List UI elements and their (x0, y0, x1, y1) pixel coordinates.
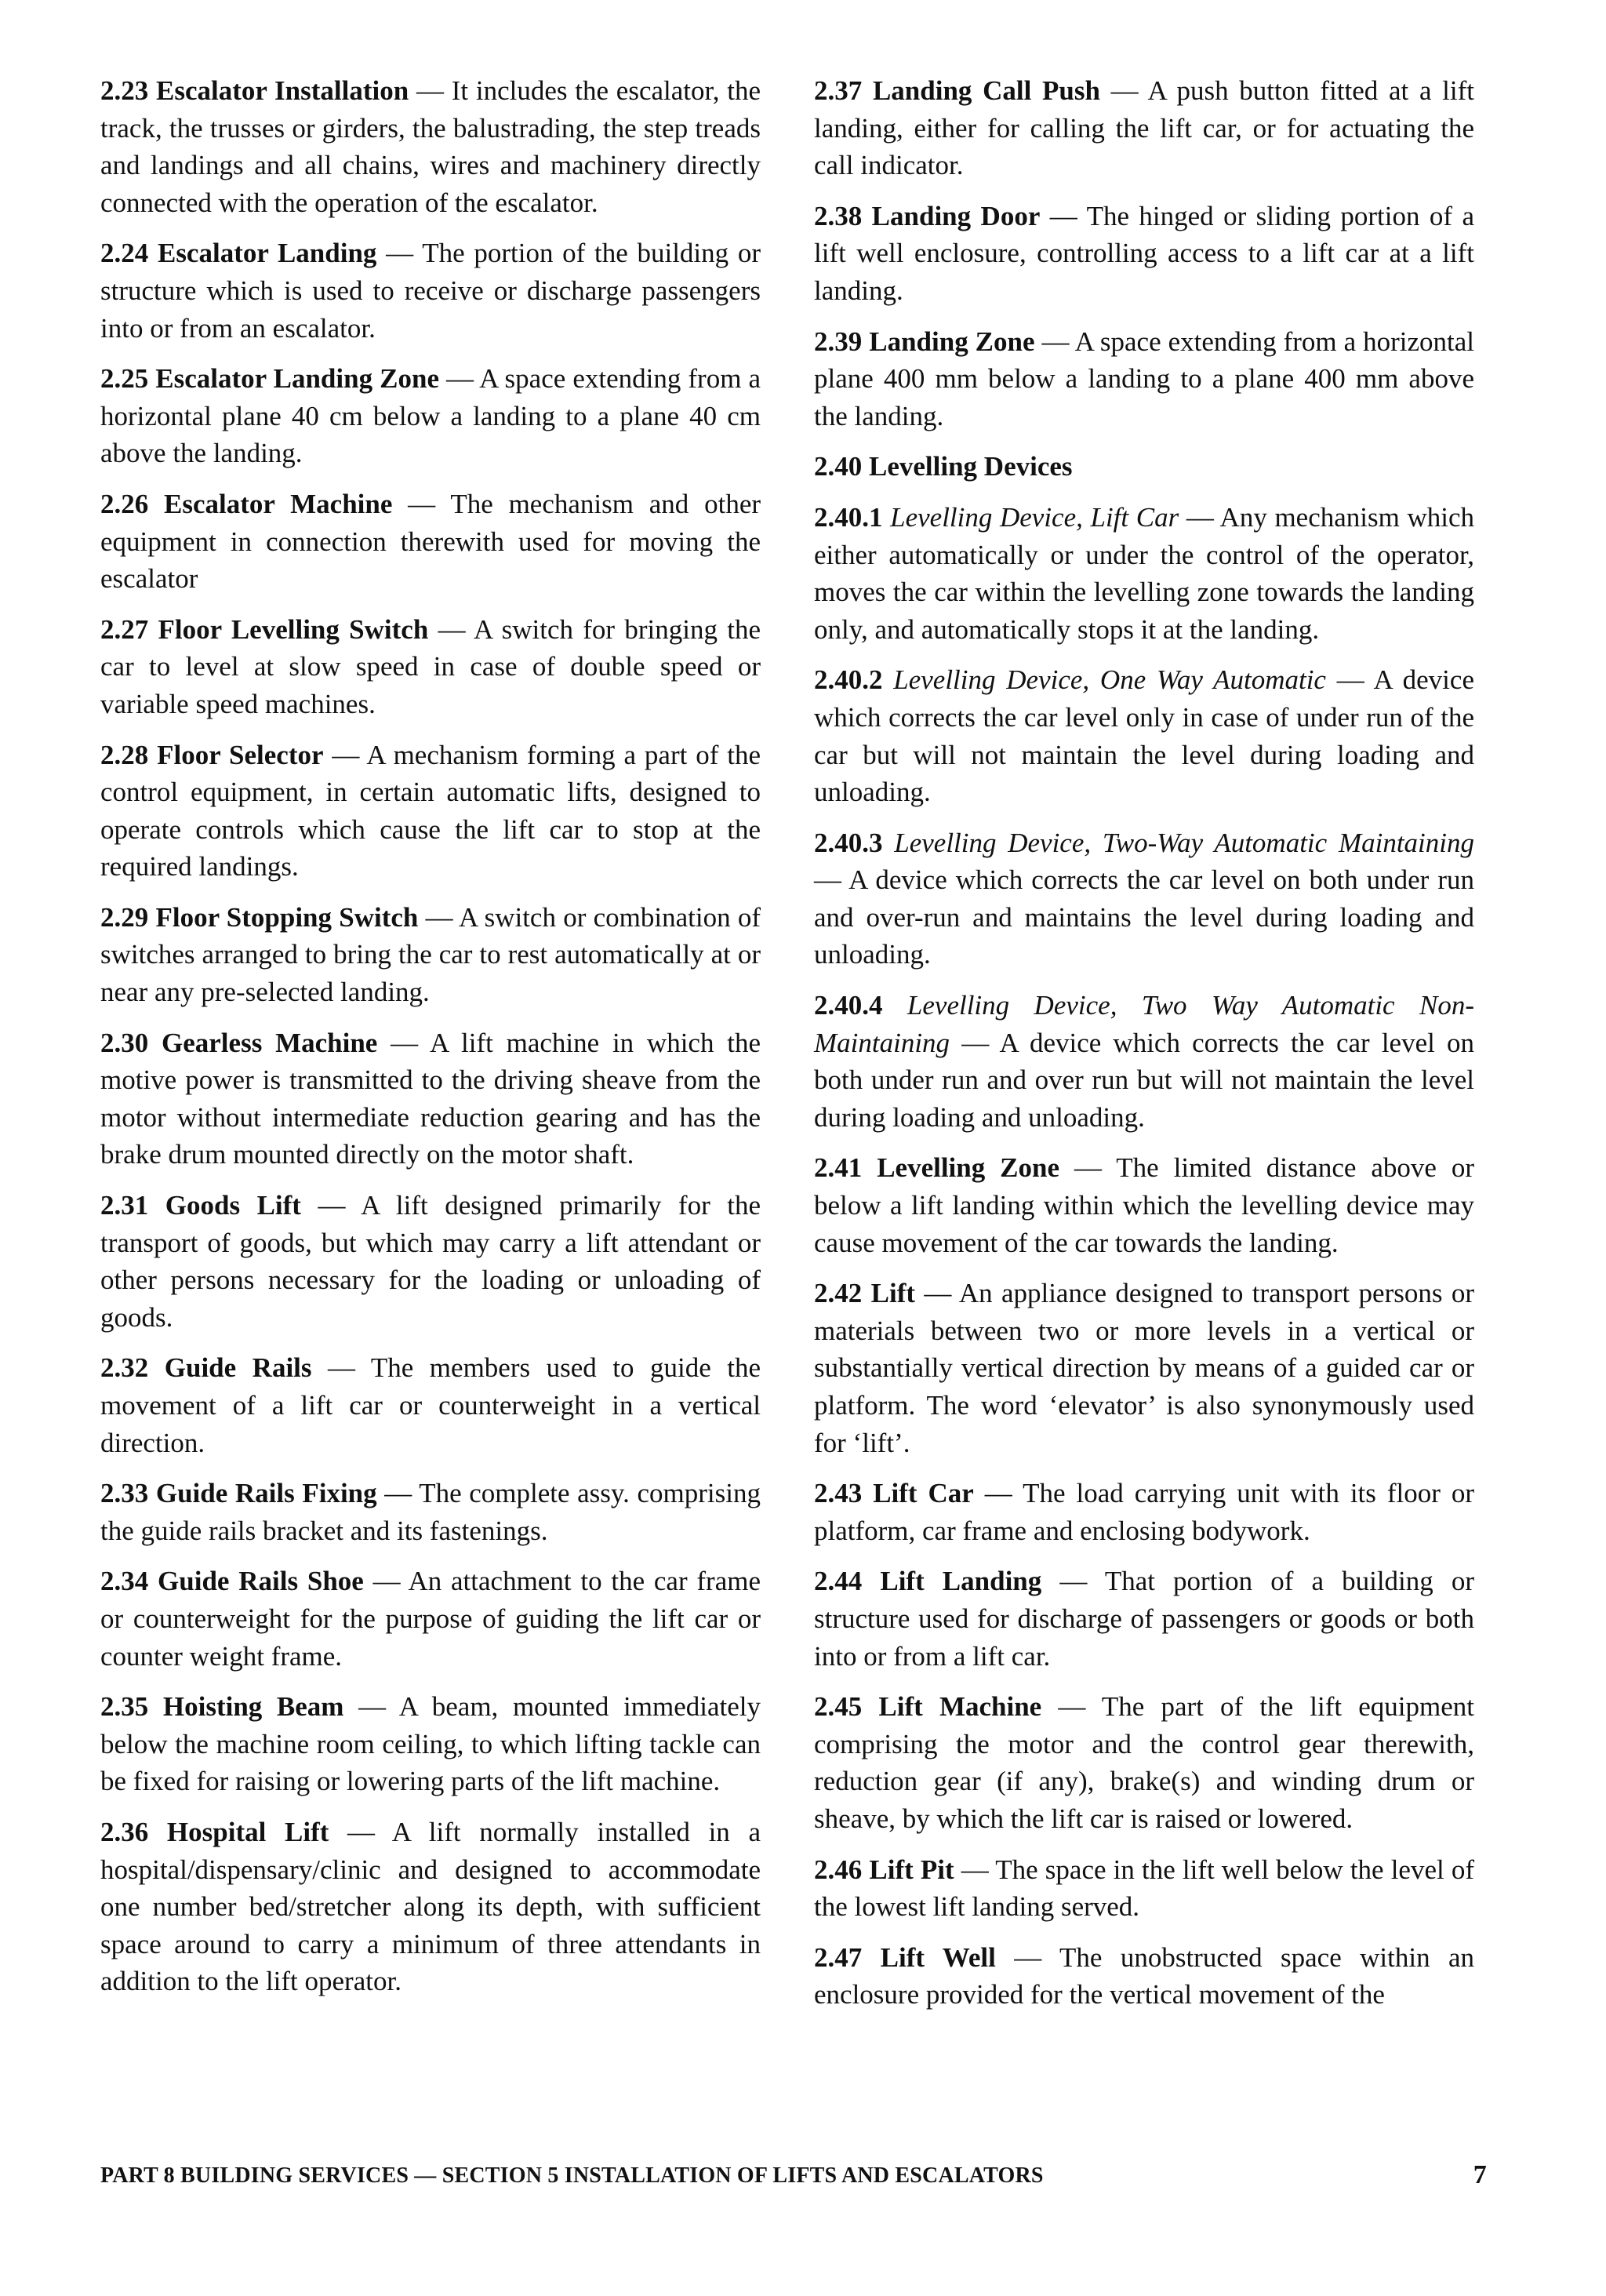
definition-entry: 2.32 Guide Rails — The members used to guide the movement of a lift car or counterweight in a vertical direction. (100, 1352, 761, 1458)
definition-entry: 2.43 Lift Car — The load carrying unit with its floor or platform, car frame and enclosing bodywork. (814, 1478, 1474, 1546)
definition-entry: 2.45 Lift Machine — The part of the lift equipment comprising the motor and the control gear therewith, reduction gear (if any), brake(s) and winding drum or sheave, by which the lift car is raised or lowered. (814, 1691, 1475, 1834)
definition-number: 2.35 (100, 1691, 149, 1723)
definition-number: 2.24 (100, 238, 149, 269)
definition-text: The mechanism and other equipment in connection therewith used for moving the escalator (100, 488, 761, 595)
definition-entry: 2.24 Escalator Landing — The portion of the building or structure which is used to receive or discharge passengers into or from an escalator. (100, 238, 761, 344)
definition-term: Lift Well (880, 1941, 996, 1973)
definition-number: 2.42 (814, 1278, 863, 1309)
definition-number: 2.36 (100, 1816, 149, 1847)
definition-term: Levelling Device, Two Way Automatic Non-Maintaining (814, 990, 1474, 1058)
definition-text: The complete assy. comprising the guide rails bracket and its fastenings. (100, 1478, 761, 1546)
definition-entry: 2.35 Hoisting Beam — A beam, mounted immediately below the machine room ceiling, to which lifting tackle can be fixed for raising or lowering parts of the lift machine. (100, 1691, 761, 1797)
heading-number: 2.40 (814, 451, 863, 482)
definition-text: A beam, mounted immediately below the machine room ceiling, to which lifting tackle can be fixed for raising or lowering parts of the lift machine. (100, 1691, 761, 1797)
definition-text: The unobstructed space within an enclosure provided for the vertical movement of the (814, 1941, 1475, 2010)
definition-text: A device which corrects the car level on both under run and over run but will not maintain the level during loading and unloading. (814, 1027, 1475, 1133)
definition-term: Lift Car (873, 1478, 974, 1509)
definition-text: The part of the lift equipment comprising the motor and the control gear therewith, reduction gear (if any), brake(s) and winding drum or sheave, by which the lift car is raised or lowered. (814, 1691, 1475, 1834)
definition-text: A lift normally installed in a hospital/dispensary/clinic and designed to accommodate one number bed/stretcher along its depth, with sufficient space around to carry a minimum of three attendants in addition to the lift operator. (100, 1816, 761, 1997)
definition-number: 2.34 (100, 1566, 149, 1597)
definition-text: An attachment to the car frame or counterweight for the purpose of guiding the lift car or counter weight frame. (100, 1566, 761, 1672)
definition-number: 2.31 (100, 1190, 149, 1221)
definition-text: The space in the lift well below the level of the lowest lift landing served. (814, 1854, 1474, 1923)
definition-text: The limited distance above or below a lift landing within which the levelling device may cause movement of the car towards the landing. (814, 1152, 1474, 1258)
definition-term: Lift Landing (880, 1566, 1042, 1597)
definition-entry: 2.31 Goods Lift — A lift designed primarily for the transport of goods, but which may carry a lift attendant or other persons necessary for the loading or unloading of goods. (100, 1190, 761, 1333)
definition-number: 2.40.1 (814, 501, 883, 533)
definition-number: 2.39 (814, 326, 863, 357)
definition-text: The portion of the building or structure which is used to receive or discharge passengers into or from an escalator. (100, 238, 761, 344)
page-footer (100, 2160, 1487, 2195)
definition-term: Gearless Machine (162, 1027, 378, 1058)
definition-term: Levelling Device, One Way Automatic (893, 664, 1326, 696)
definition-term: Guide Rails Fixing (155, 1478, 377, 1509)
definition-number: 2.40.2 (814, 664, 883, 696)
definition-entry: 2.26 Escalator Machine — The mechanism and other equipment in connection therewith used for moving the escalator (100, 488, 761, 595)
definition-entry: 2.33 Guide Rails Fixing — The complete assy. comprising the guide rails bracket and its fastenings. (100, 1478, 761, 1546)
definition-number: 2.47 (814, 1941, 863, 1973)
definition-text: A device which corrects the car level on both under run and over-run and maintains the level during loading and unloading. (814, 864, 1474, 970)
definition-number: 2.30 (100, 1027, 149, 1058)
definition-number: 2.23 (100, 75, 149, 106)
definition-text: A space extending from a horizontal plane 400 mm below a landing to a plane 400 mm above the landing. (814, 326, 1475, 431)
definition-number: 2.46 (814, 1854, 863, 1885)
definition-text: Any mechanism which either automatically or under the control of the operator, moves the car within the levelling zone towards the landing only, and automatically stops it at the landing. (814, 501, 1474, 645)
definition-entry: 2.29 Floor Stopping Switch — A switch or combination of switches arranged to bring the car to rest automatically at or near any pre-selected landing. (100, 901, 761, 1008)
definition-text: A lift designed primarily for the transport of goods, but which may carry a lift attendant or other persons necessary for the loading or unloading of goods. (100, 1190, 761, 1333)
definitions-group-lift (814, 1149, 1474, 2013)
definition-term: Escalator Landing Zone (155, 363, 439, 395)
definition-number: 2.32 (100, 1352, 149, 1384)
definition-number: 2.27 (100, 613, 149, 645)
definition-number: 2.45 (814, 1691, 863, 1723)
definition-number: 2.44 (814, 1566, 863, 1597)
definition-entry: 2.28 Floor Selector — A mechanism forming a part of the control equipment, in certain automatic lifts, designed to operate controls which cause the lift car to stop at the required landings. (100, 739, 761, 882)
definition-text: That portion of a building or structure used for discharge of passengers or goods or both into or from a lift car. (814, 1566, 1475, 1672)
definition-entry: 2.40.1 Levelling Device, Lift Car — Any mechanism which either automatically or under the control of the operator, moves the car within the levelling zone towards the landing only, and automatically stops it at the landing. (814, 501, 1474, 645)
definition-term: Guide Rails Shoe (158, 1566, 364, 1597)
footer-title: PART 8 BUILDING SERVICES — SECTION 5 INSTALLATION OF LIFTS AND ESCALATORS (100, 2163, 1044, 2188)
definition-text: The hinged or sliding portion of a lift well enclosure, controlling access to a lift car at a lift landing. (814, 200, 1474, 306)
definition-number: 2.38 (814, 200, 863, 231)
definition-number: 2.28 (100, 739, 149, 770)
definition-term: Escalator Machine (164, 488, 393, 519)
definition-text: A switch or combination of switches arranged to bring the car to rest automatically at or near any pre-selected landing. (100, 901, 761, 1008)
definition-term: Lift (870, 1278, 916, 1309)
definition-text: The members used to guide the movement of a lift car or counterweight in a vertical direction. (100, 1352, 761, 1458)
definition-term: Floor Levelling Switch (158, 613, 429, 645)
definition-term: Hoisting Beam (162, 1691, 344, 1723)
definition-term: Landing Door (871, 200, 1041, 231)
definition-entry: 2.37 Landing Call Push — A push button fitted at a lift landing, either for calling the lift car, or for actuating the call indicator. (814, 75, 1475, 181)
definition-entry: 2.27 Floor Levelling Switch — A switch for bringing the car to level at slow speed in case of double speed or variable speed machines. (100, 613, 761, 719)
definition-entry: 2.44 Lift Landing — That portion of a building or structure used for discharge of passengers or goods or both into or from a lift car. (814, 1566, 1475, 1672)
definition-text: A lift machine in which the motive power is transmitted to the driving sheave from the motor without intermediate reduction gearing and has the brake drum mounted directly on the motor shaft. (100, 1027, 761, 1170)
definition-entry: 2.40.4 Levelling Device, Two Way Automatic Non-Maintaining — A device which corrects the car level on both under run and over run but will not maintain the level during loading and unloading. (814, 990, 1475, 1133)
definition-entry: 2.40.3 Levelling Device, Two-Way Automatic Maintaining — A device which corrects the car level on both under run and over-run and maintains the level during loading and unloading. (814, 827, 1474, 970)
heading-title: Levelling Devices (869, 451, 1073, 482)
definition-text: A device which corrects the car level only in case of under run of the car but will not maintain the level during loading and unloading. (814, 664, 1474, 808)
definition-term: Guide Rails (164, 1352, 312, 1384)
definition-number: 2.41 (814, 1152, 863, 1184)
page-number: 7 (1473, 2160, 1487, 2189)
definition-text: It includes the escalator, the track, the trusses or girders, the balustrading, the step treads and landings and all chains, wires and machinery directly connected with the operation of the escalator. (100, 75, 761, 218)
definition-term: Lift Pit (869, 1854, 954, 1885)
definitions-group-landing (814, 72, 1474, 435)
definition-text: A push button fitted at a lift landing, either for calling the lift car, or for actuating the call indicator. (814, 75, 1475, 181)
definition-number: 2.29 (100, 901, 149, 933)
left-column (100, 72, 761, 2014)
definition-entry: 2.36 Hospital Lift — A lift normally installed in a hospital/dispensary/clinic and designed to accommodate one number bed/stretcher along its depth, with sufficient space around to carry a minimum of three attendants in addition to the lift operator. (100, 1816, 761, 1997)
definition-entry: 2.41 Levelling Zone — The limited distance above or below a lift landing within which the levelling device may cause movement of the car towards the landing. (814, 1152, 1474, 1258)
definition-text: A switch for bringing the car to level at slow speed in case of double speed or variable speed machines. (100, 613, 761, 719)
definition-number: 2.40.4 (814, 990, 883, 1021)
definitions-group-levelling (814, 499, 1474, 1137)
definition-term: Levelling Device, Two-Way Automatic Maintaining (894, 827, 1474, 858)
definition-text: An appliance designed to transport persons or materials between two or more levels in a vertical or substantially vertical direction by means of a guided car or platform. The word ‘elevator’ is also synonymously used for ‘lift’. (814, 1278, 1474, 1458)
definition-number: 2.25 (100, 363, 149, 395)
definition-entry: 2.38 Landing Door — The hinged or sliding portion of a lift well enclosure, controlling access to a lift car at a lift landing. (814, 200, 1474, 306)
definition-term: Hospital Lift (166, 1816, 329, 1847)
definition-term: Floor Selector (157, 739, 324, 770)
definition-number: 2.43 (814, 1478, 863, 1509)
definition-term: Floor Stopping Switch (155, 901, 419, 933)
definition-term: Lift Machine (878, 1691, 1042, 1723)
definition-text: A space extending from a horizontal plane 40 cm below a landing to a plane 40 cm above the landing. (100, 363, 761, 469)
definition-entry: 2.30 Gearless Machine — A lift machine in which the motive power is transmitted to the driving sheave from the motor without intermediate reduction gearing and has the brake drum mounted directly on the motor shaft. (100, 1027, 761, 1170)
definition-entry: 2.47 Lift Well — The unobstructed space within an enclosure provided for the vertical movement of the (814, 1941, 1475, 2010)
definition-term: Landing Zone (869, 326, 1035, 357)
definition-term: Escalator Landing (157, 238, 377, 269)
definition-entry: 2.46 Lift Pit — The space in the lift well below the level of the lowest lift landing served. (814, 1854, 1474, 1923)
definition-text: The load carrying unit with its floor or platform, car frame and enclosing bodywork. (814, 1478, 1474, 1546)
definition-text: A mechanism forming a part of the control equipment, in certain automatic lifts, designed to operate controls which cause the lift car to stop at the required landings. (100, 739, 761, 882)
definition-entry: 2.23 Escalator Installation — It includes the escalator, the track, the trusses or girders, the balustrading, the step treads and landings and all chains, wires and machinery directly connected with the operation of the escalator. (100, 75, 761, 218)
section-heading-levelling-devices (814, 448, 1474, 486)
definition-number: 2.26 (100, 488, 149, 519)
definition-entry: 2.25 Escalator Landing Zone — A space extending from a horizontal plane 40 cm below a landing to a plane 40 cm above the landing. (100, 363, 761, 469)
definition-entry: 2.42 Lift — An appliance designed to transport persons or materials between two or more levels in a vertical or substantially vertical direction by means of a guided car or platform. The word ‘elevator’ is also synonymously used for ‘lift’. (814, 1278, 1474, 1458)
right-column (814, 72, 1474, 2027)
definition-term: Levelling Device, Lift Car (890, 501, 1179, 533)
definition-term: Levelling Zone (877, 1152, 1060, 1184)
definition-number: 2.40.3 (814, 827, 883, 858)
definition-entry: 2.40.2 Levelling Device, One Way Automatic — A device which corrects the car level only in case of under run of the car but will not maintain the level during loading and unloading. (814, 664, 1474, 808)
definition-number: 2.37 (814, 75, 863, 106)
definition-entry: 2.39 Landing Zone — A space extending from a horizontal plane 400 mm below a landing to a plane 400 mm above the landing. (814, 326, 1475, 431)
definition-term: Goods Lift (165, 1190, 301, 1221)
definition-number: 2.33 (100, 1478, 149, 1509)
definition-term: Escalator Installation (156, 75, 409, 106)
definition-entry: 2.34 Guide Rails Shoe — An attachment to the car frame or counterweight for the purpose of guiding the lift car or counter weight frame. (100, 1566, 761, 1672)
definition-term: Landing Call Push (872, 75, 1100, 106)
